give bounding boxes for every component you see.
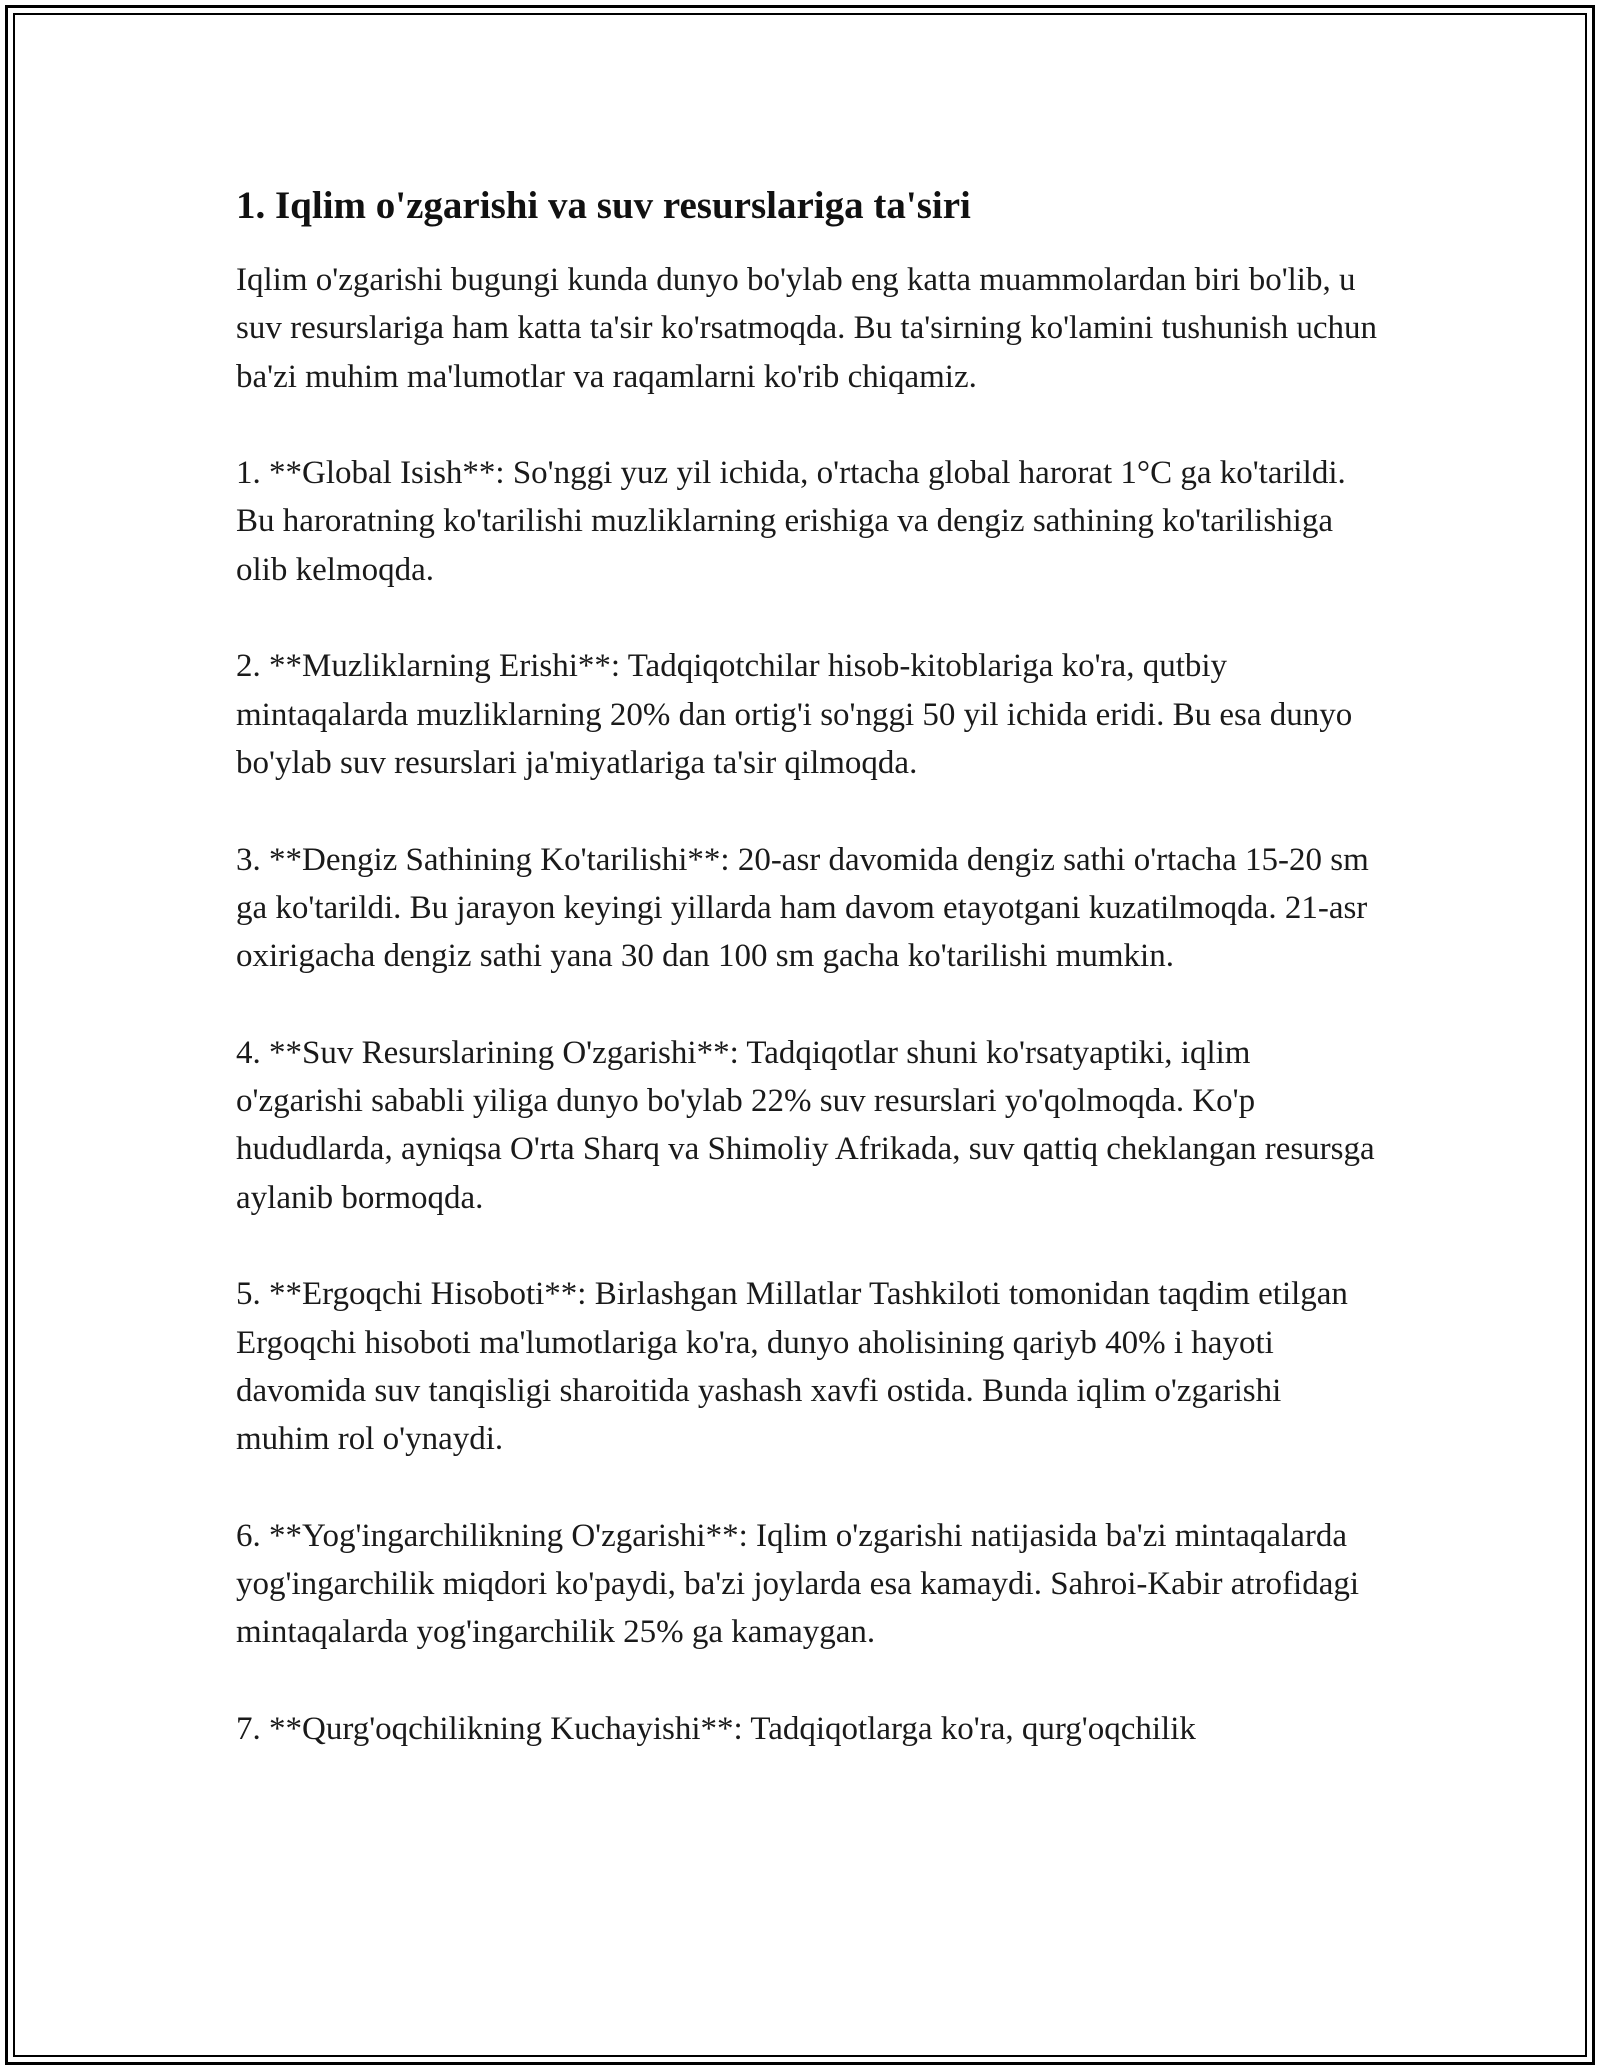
list-item-sea-level-rise: 3. **Dengiz Sathining Ko'tarilishi**: 20-asr davomida dengiz sathi o'rtacha 15-20 sm ga ko'tarildi. Bu jarayon keyingi yillarda ham davom etayotgani kuzatilmoqda. 21-asr oxirigacha dengiz sathi yana 30 dan 100 sm gacha ko'tarilishi mumkin.: [236, 841, 1369, 975]
list-item-water-resources-change: 4. **Suv Resurslarining O'zgarishi**: Tadqiqotlar shuni ko'rsatyaptiki, iqlim o'zgarishi sababli yiliga dunyo bo'ylab 22% suv resurslari yo'qolmoqda. Ko'p hududlarda, ayniqsa O'rta Sharq va Shimoliy Afrikada, suv qattiq cheklangan resursga aylanib bormoqda.: [236, 1034, 1375, 1216]
list-item-precipitation-change: 6. **Yog'ingarchilikning O'zgarishi**: Iqlim o'zgarishi natijasida ba'zi mintaqalarda yog'ingarchilik miqdori ko'paydi, ba'zi joylarda esa kamaydi. Sahroi-Kabir atrofidagi mintaqalarda yog'ingarchilik 25% ga kamaygan.: [236, 1517, 1360, 1651]
list-item-global-warming: 1. **Global Isish**: So'nggi yuz yil ichida, o'rtacha global harorat 1°C ga ko'tarildi. Bu haroratning ko'tarilishi muzliklarning erishiga va dengiz sathining ko'tarilishiga olib kelmoqda.: [236, 455, 1346, 588]
page-title: 1. Iqlim o'zgarishi va suv resurslariga ta'siri: [236, 184, 971, 227]
list-item-glacier-melting: 2. **Muzliklarning Erishi**: Tadqiqotchilar hisob-kitoblariga ko'ra, qutbiy mintaqalarda muzliklarning 20% dan ortig'i so'nggi 50 yil ichida eridi. Bu esa dunyo bo'ylab suv resurslari ja'miyatlariga ta'sir qilmoqda.: [236, 648, 1353, 781]
list-item-ergoqchi-report: 5. **Ergoqchi Hisoboti**: Birlashgan Millatlar Tashkiloti tomonidan taqdim etilgan Ergoqchi hisoboti ma'lumotlariga ko'ra, dunyo aholisining qariyb 40% i hayoti davomida suv tanqisligi sharoitida yashash xavfi ostida. Bunda iqlim o'zgarishi muhim rol o'ynaydi.: [236, 1276, 1348, 1458]
intro-paragraph: Iqlim o'zgarishi bugungi kunda dunyo bo'ylab eng katta muammolardan biri bo'lib, u suv resurslariga ham katta ta'sir ko'rsatmoqda. Bu ta'sirning ko'lamini tushunish uchun ba'zi muhim ma'lumotlar va raqamlarni ko'rib chiqamiz.: [236, 262, 1378, 395]
list-item-drought-intensification: 7. **Qurg'oqchilikning Kuchayishi**: Tadqiqotlarga ko'ra, qurg'oqchilik: [236, 1710, 1196, 1747]
document-body: [236, 182, 1381, 1753]
